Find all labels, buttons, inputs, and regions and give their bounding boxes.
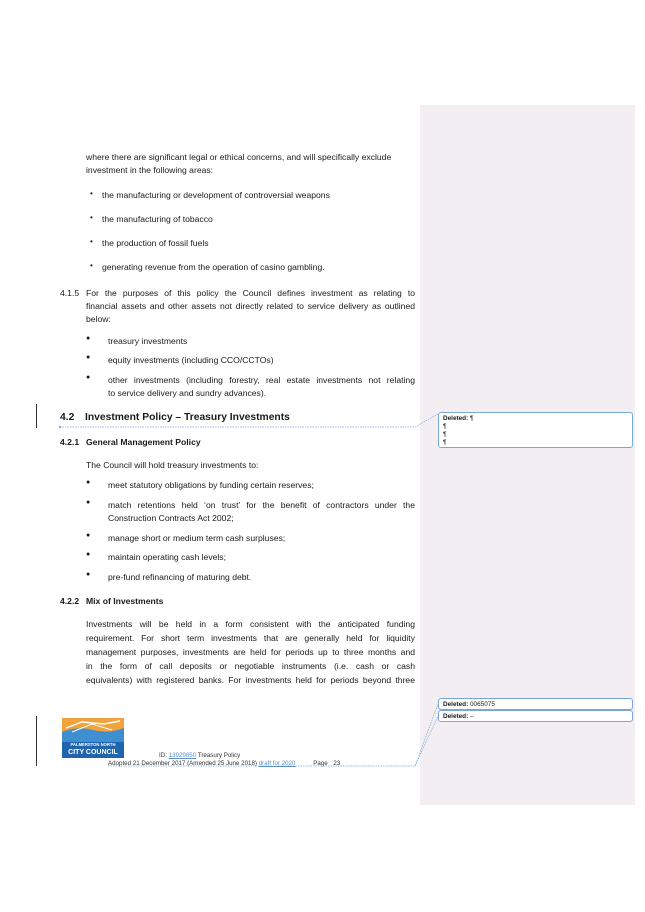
body-text-line: The Council will hold treasury investments to:	[86, 460, 259, 470]
list-item-continuation: to service delivery and sundry advances).	[108, 388, 267, 398]
bullet-marker: ●	[86, 335, 91, 342]
bullet-marker: ●	[86, 479, 91, 486]
list-item: the production of fossil fuels	[102, 238, 209, 248]
bullet-marker: ●	[86, 499, 91, 506]
comment-label: Deleted:	[443, 701, 469, 708]
comment-value: 0065075	[470, 701, 495, 708]
body-text-line: management purposes, investments are held for periods up to three months and	[86, 647, 415, 657]
comment-mark: ¶	[443, 431, 447, 438]
subsection-heading: General Management Policy	[86, 437, 201, 447]
comment-mark: ¶	[443, 439, 447, 446]
list-item: manage short or medium term cash surpluses;	[108, 533, 286, 543]
footer-doc-name: Treasury Policy	[197, 752, 241, 759]
bullet-marker: ●	[86, 374, 91, 381]
revision-comment-deleted-dash[interactable]	[438, 710, 633, 722]
list-item: treasury investments	[108, 336, 188, 346]
list-item: match retentions held ‘on trust’ for the benefit of contractors under the	[108, 500, 415, 510]
bullet-marker: ●	[86, 532, 91, 539]
bullet-marker: •	[90, 261, 93, 270]
body-text-line: where there are significant legal or ethical concerns, and will specifically exclude	[86, 152, 392, 162]
revision-comment-deleted-pilcrows[interactable]	[438, 412, 633, 448]
list-item-continuation: Construction Contracts Act 2002;	[108, 513, 234, 523]
footer-id-value[interactable]: 13929850	[168, 752, 197, 759]
clause-number: 4.1.5	[60, 288, 80, 298]
bullet-marker: •	[90, 237, 93, 246]
footer-id-label: ID:	[159, 752, 167, 759]
list-item: the manufacturing or development of controversial weapons	[102, 190, 330, 200]
bullet-marker: ●	[86, 571, 91, 578]
footer-page-label: Page	[313, 760, 328, 767]
comment-label: Deleted:	[443, 713, 469, 720]
body-text-line: investment in the following areas:	[86, 165, 214, 175]
section-number: 4.2	[60, 412, 75, 423]
comment-value: –	[470, 713, 474, 720]
body-text-line: equivalents) with registered banks. For investments held for periods beyond three	[86, 675, 415, 685]
list-item: pre-fund refinancing of maturing debt.	[108, 572, 252, 582]
logo-text-line1: PALMERSTON NORTH	[70, 742, 116, 747]
list-item: generating revenue from the operation of casino gambling.	[102, 262, 325, 272]
body-text-line: Investments will be held in a form consistent with the anticipated funding	[86, 619, 415, 629]
footer-adopted-line	[108, 760, 340, 767]
body-text-line: below:	[86, 314, 111, 324]
list-item: equity investments (including CCO/CCTOs)	[108, 355, 274, 365]
bullet-marker: ●	[86, 354, 91, 361]
bullet-marker: •	[90, 213, 93, 222]
comment-label: Deleted:	[443, 415, 469, 422]
city-council-logo	[62, 718, 124, 758]
subsection-heading: Mix of Investments	[86, 596, 164, 606]
footer-adopted: Adopted 21 December 2017 (Amended 25 June 2018)	[108, 760, 257, 767]
body-text-line: in the form of call deposits or negotiable instruments (i.e. cash or cash	[86, 661, 415, 671]
list-item: the manufacturing of tobacco	[102, 214, 213, 224]
logo-text-line2: CITY COUNCIL	[68, 749, 118, 756]
list-item: maintain operating cash levels;	[108, 552, 226, 562]
section-heading: Investment Policy – Treasury Investments	[85, 412, 290, 423]
body-text-line: For the purposes of this policy the Council defines investment as relating to	[86, 288, 415, 298]
body-text-line: requirement. For short term investments that are generally held for liquidity	[86, 633, 415, 643]
change-bar	[36, 716, 37, 766]
comment-mark: ¶	[443, 423, 447, 430]
change-bar	[36, 404, 37, 428]
footer-page-number: 23	[333, 760, 341, 767]
list-item: other investments (including forestry, real estate investments not relating	[108, 375, 415, 385]
bullet-marker: ●	[86, 551, 91, 558]
bullet-marker: •	[90, 189, 93, 198]
body-text-line: financial assets and other assets not directly related to service delivery as outlined	[86, 301, 415, 311]
footer-id-line	[159, 752, 240, 759]
revision-comment-deleted-id[interactable]	[438, 698, 633, 710]
list-item: meet statutory obligations by funding certain reserves;	[108, 480, 314, 490]
subsection-number: 4.2.2	[60, 596, 80, 606]
footer-draft-insertion: draft for 2020	[258, 760, 296, 767]
subsection-number: 4.2.1	[60, 437, 80, 447]
comment-mark: ¶	[470, 415, 474, 422]
